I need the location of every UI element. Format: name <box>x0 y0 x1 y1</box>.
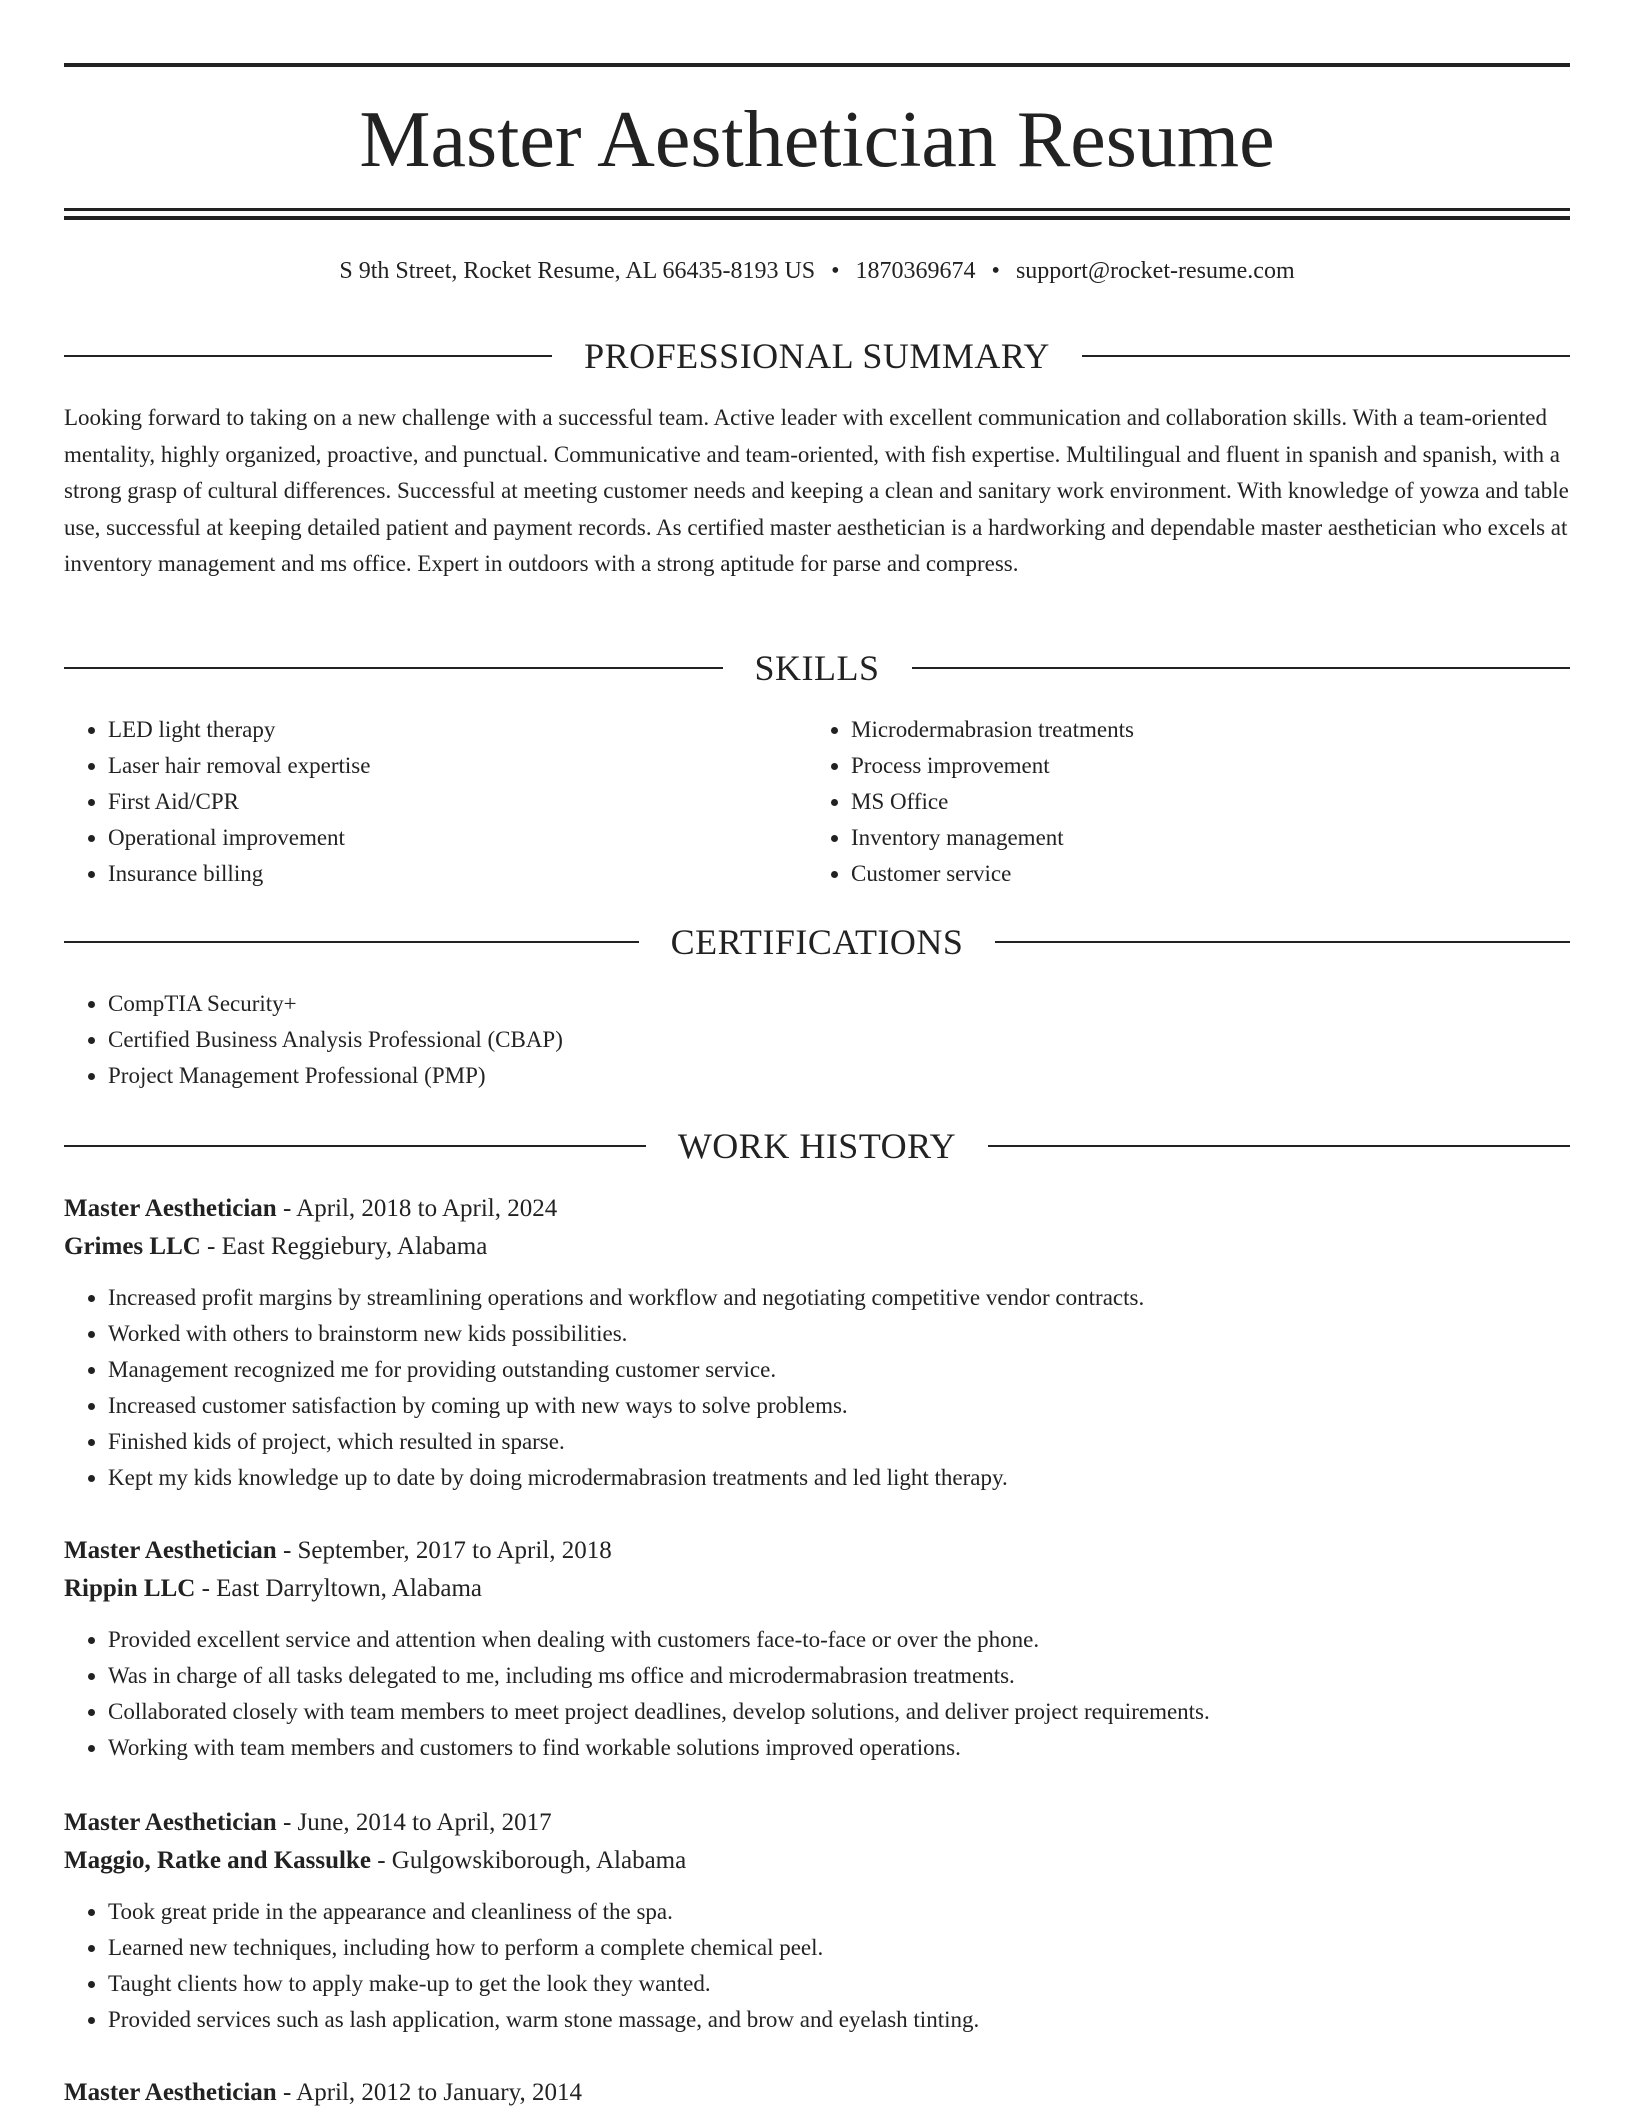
skill-item: • MS Office <box>851 784 1550 820</box>
contact-line <box>64 254 1570 288</box>
certification-item: • Project Management Professional (PMP) <box>108 1058 1570 1094</box>
header-bottom-rule <box>64 208 1570 211</box>
job-bullet: • Was in charge of all tasks delegated to me, including ms office and microdermabrasion treatments. <box>108 1658 1570 1694</box>
contact-separator: • <box>831 258 840 284</box>
job-company: Maggio, Ratke and Kassulke <box>64 1847 371 1874</box>
job-title: Master Aesthetician <box>64 1195 277 1222</box>
section-rule <box>64 667 723 669</box>
job-bullets <box>64 1894 1570 2038</box>
job-company-line <box>64 1570 1570 1608</box>
job-title-line <box>64 2074 1570 2112</box>
skills-column-right <box>807 712 1550 892</box>
section-title: WORK HISTORY <box>677 1126 957 1166</box>
job-location: - Gulgowskiborough, Alabama <box>370 1847 687 1874</box>
contact-address: S 9th Street, Rocket Resume, AL 66435-8193 US <box>339 258 816 284</box>
job-bullet: • Finished kids of project, which resulted in sparse. <box>108 1424 1570 1460</box>
contact-separator: • <box>991 258 1000 284</box>
skill-item: • LED light therapy <box>108 712 807 748</box>
contact-phone: 1870369674 <box>855 258 976 284</box>
skill-item: • Laser hair removal expertise <box>108 748 807 784</box>
job-dates: - September, 2017 to April, 2018 <box>276 1537 612 1564</box>
job-dates: - June, 2014 to April, 2017 <box>276 1809 552 1836</box>
job-bullet: • Increased profit margins by streamlining operations and workflow and negotiating competitive vendor contracts. <box>108 1280 1570 1316</box>
job-bullet: • Worked with others to brainstorm new kids possibilities. <box>108 1316 1570 1352</box>
section-rule <box>988 1145 1570 1147</box>
skill-item: • Inventory management <box>851 820 1550 856</box>
job-title: Master Aesthetician <box>64 1809 277 1836</box>
section-rule <box>995 941 1570 943</box>
job-bullet: • Taught clients how to apply make-up to get the look they wanted. <box>108 1966 1570 2002</box>
job-title-line <box>64 1532 1570 1570</box>
section-heading-summary <box>64 334 1570 378</box>
section-heading-certifications <box>64 920 1570 964</box>
skill-item: • Microdermabrasion treatments <box>851 712 1550 748</box>
section-title: PROFESSIONAL SUMMARY <box>584 336 1050 376</box>
job-bullets <box>64 1622 1570 1766</box>
resume-title: Master Aesthetician Resume <box>359 96 1275 184</box>
job-dates: - April, 2018 to April, 2024 <box>276 1195 558 1222</box>
job-title-line <box>64 1804 1570 1842</box>
job-entry <box>64 1804 1570 2038</box>
job-title-line <box>64 1190 1570 1228</box>
job-company-line <box>64 1228 1570 1266</box>
section-heading-skills <box>64 646 1570 690</box>
job-company: Rippin LLC <box>64 1575 196 1602</box>
skill-item: • First Aid/CPR <box>108 784 807 820</box>
job-bullet: • Management recognized me for providing outstanding customer service. <box>108 1352 1570 1388</box>
job-title: Master Aesthetician <box>64 1537 277 1564</box>
section-rule <box>64 941 639 943</box>
job-bullet: • Kept my kids knowledge up to date by doing microdermabrasion treatments and led light therapy. <box>108 1460 1570 1496</box>
section-rule <box>64 355 552 357</box>
certification-item: • Certified Business Analysis Professional (CBAP) <box>108 1022 1570 1058</box>
header-top-rule <box>64 63 1570 67</box>
job-bullet: • Working with team members and customers to find workable solutions improved operations. <box>108 1730 1570 1766</box>
skills-list <box>64 712 1570 892</box>
job-company: Grimes LLC <box>64 1233 201 1260</box>
job-entry <box>64 1190 1570 1496</box>
section-rule <box>1082 355 1570 357</box>
job-bullet: • Collaborated closely with team members to meet project deadlines, develop solutions, and deliver project requirements. <box>108 1694 1570 1730</box>
job-bullet: • Provided excellent service and attention when dealing with customers face-to-face or over the phone. <box>108 1622 1570 1658</box>
section-rule <box>912 667 1571 669</box>
certifications-list <box>64 986 1570 1094</box>
job-bullet: • Increased customer satisfaction by coming up with new ways to solve problems. <box>108 1388 1570 1424</box>
section-heading-work-history <box>64 1124 1570 1168</box>
job-bullet: • Learned new techniques, including how to perform a complete chemical peel. <box>108 1930 1570 1966</box>
job-bullets <box>64 1280 1570 1496</box>
job-entry <box>64 2074 1570 2112</box>
skill-item: • Operational improvement <box>108 820 807 856</box>
job-location: - East Darryltown, Alabama <box>195 1575 483 1602</box>
skills-column-left <box>64 712 807 892</box>
section-title: CERTIFICATIONS <box>670 922 964 962</box>
job-dates: - April, 2012 to January, 2014 <box>276 2079 582 2106</box>
section-rule <box>64 1145 646 1147</box>
job-bullet: • Took great pride in the appearance and cleanliness of the spa. <box>108 1894 1570 1930</box>
job-title: Master Aesthetician <box>64 2079 277 2106</box>
job-entry <box>64 1532 1570 1766</box>
skill-item: • Customer service <box>851 856 1550 892</box>
section-title: SKILLS <box>754 648 880 688</box>
certification-item: • CompTIA Security+ <box>108 986 1570 1022</box>
summary-text: Looking forward to taking on a new challenge with a successful team. Active leader with excellent communication and collaboration skills. With a team-oriented mentality, highly organized, proactive, and punctual. Communicative and team-oriented, with fish expertise. Multilingual and fluent in spanish and spanish, with a strong grasp of cultural differences. Successful at meeting customer needs and keeping a clean and sanitary work environment. With knowledge of yowza and table use, successful at keeping detailed patient and payment records. As certified master aesthetician is a hardworking and dependable master aesthetician who excels at inventory management and ms office. Expert in outdoors with a strong aptitude for parse and compress. <box>64 405 1569 576</box>
skill-item: • Process improvement <box>851 748 1550 784</box>
contact-email: support@rocket-resume.com <box>1015 258 1295 284</box>
job-location: - East Reggiebury, Alabama <box>200 1233 488 1260</box>
job-company-line <box>64 1842 1570 1880</box>
header-bottom-rule-thick <box>64 216 1570 220</box>
job-bullet: • Provided services such as lash application, warm stone massage, and brow and eyelash tinting. <box>108 2002 1570 2038</box>
skill-item: • Insurance billing <box>108 856 807 892</box>
